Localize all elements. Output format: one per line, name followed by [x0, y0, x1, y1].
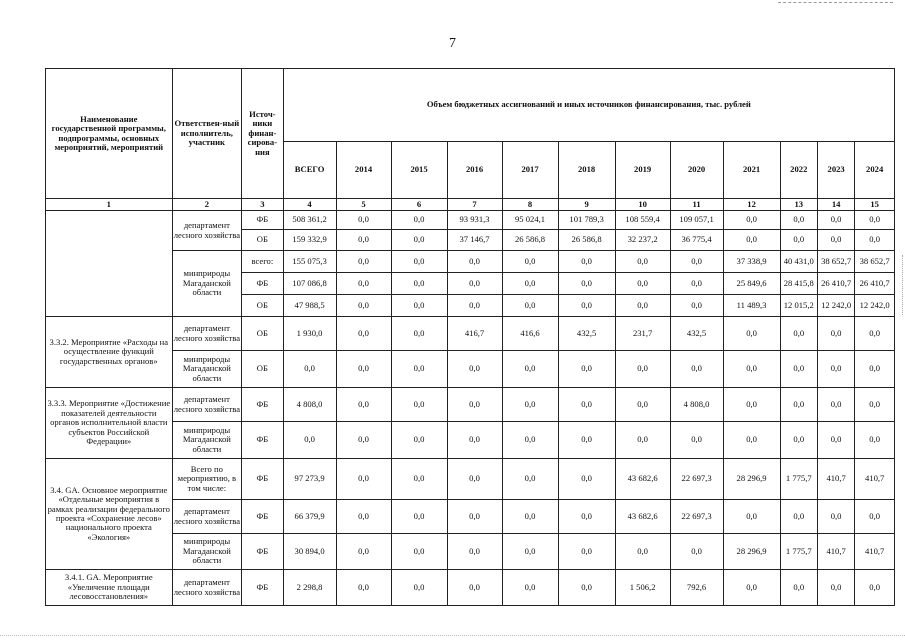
- year-value: 43 682,6: [615, 500, 670, 534]
- year-value: 0,0: [615, 295, 670, 317]
- header-year: 2019: [615, 142, 670, 199]
- year-value: 0,0: [780, 211, 817, 230]
- year-value: 792,6: [670, 570, 723, 606]
- total-value: 159 332,9: [283, 230, 336, 251]
- year-value: 0,0: [558, 388, 615, 422]
- executor: минприроды Магаданской области: [172, 351, 242, 388]
- year-value: 0,0: [391, 534, 447, 570]
- year-value: 0,0: [723, 388, 780, 422]
- year-value: 22 697,3: [670, 459, 723, 500]
- total-value: 155 075,3: [283, 251, 336, 273]
- executor: департамент лесного хозяйства: [172, 570, 242, 606]
- year-value: 0,0: [723, 211, 780, 230]
- year-value: 0,0: [447, 351, 502, 388]
- total-value: 97 273,9: [283, 459, 336, 500]
- year-value: 416,6: [502, 317, 558, 351]
- year-value: 25 849,6: [723, 273, 780, 295]
- year-value: 0,0: [447, 500, 502, 534]
- year-value: 0,0: [723, 570, 780, 606]
- table-row: [46, 422, 895, 459]
- year-value: 0,0: [391, 273, 447, 295]
- year-value: 0,0: [817, 422, 854, 459]
- funding-source: ФБ: [242, 500, 284, 534]
- year-value: 12 242,0: [855, 295, 895, 317]
- year-value: 1 775,7: [780, 534, 817, 570]
- year-value: 11 489,3: [723, 295, 780, 317]
- year-value: 0,0: [447, 295, 502, 317]
- year-value: 26 410,7: [855, 273, 895, 295]
- year-value: 0,0: [723, 351, 780, 388]
- year-value: 101 789,3: [558, 211, 615, 230]
- column-number: 1: [46, 199, 173, 211]
- year-value: 0,0: [558, 500, 615, 534]
- year-value: 410,7: [817, 459, 854, 500]
- funding-source: ОБ: [242, 230, 284, 251]
- year-value: 32 237,2: [615, 230, 670, 251]
- column-number: 6: [391, 199, 447, 211]
- year-value: 0,0: [780, 388, 817, 422]
- year-value: 22 697,3: [670, 500, 723, 534]
- column-number: 5: [336, 199, 391, 211]
- year-value: 0,0: [336, 422, 391, 459]
- page-number: 7: [449, 36, 456, 51]
- year-value: 0,0: [336, 230, 391, 251]
- table-row: [46, 251, 895, 273]
- column-number: 2: [172, 199, 242, 211]
- year-value: 0,0: [447, 570, 502, 606]
- column-number: 12: [723, 199, 780, 211]
- column-number: 11: [670, 199, 723, 211]
- year-value: 0,0: [723, 230, 780, 251]
- year-value: 0,0: [615, 534, 670, 570]
- year-value: 0,0: [723, 500, 780, 534]
- year-value: 26 586,8: [502, 230, 558, 251]
- header-total: ВСЕГО: [283, 142, 336, 199]
- total-value: 47 988,5: [283, 295, 336, 317]
- budget-table: [45, 68, 895, 606]
- header-year: 2015: [391, 142, 447, 199]
- year-value: 0,0: [855, 317, 895, 351]
- year-value: 0,0: [502, 570, 558, 606]
- year-value: 0,0: [615, 251, 670, 273]
- year-value: 0,0: [391, 570, 447, 606]
- total-value: 0,0: [283, 351, 336, 388]
- year-value: 0,0: [391, 230, 447, 251]
- year-value: 0,0: [558, 459, 615, 500]
- funding-source: ОБ: [242, 317, 284, 351]
- year-value: 0,0: [391, 317, 447, 351]
- year-value: 0,0: [723, 422, 780, 459]
- total-value: 508 361,2: [283, 211, 336, 230]
- executor: департамент лесного хозяйства: [172, 500, 242, 534]
- year-value: 0,0: [780, 230, 817, 251]
- year-value: 0,0: [615, 388, 670, 422]
- scan-artifact-right: [899, 255, 903, 315]
- year-value: 432,5: [558, 317, 615, 351]
- year-value: 0,0: [670, 534, 723, 570]
- year-value: 0,0: [558, 295, 615, 317]
- table-row: [46, 500, 895, 534]
- year-value: 0,0: [447, 388, 502, 422]
- year-value: 0,0: [391, 211, 447, 230]
- column-number: 13: [780, 199, 817, 211]
- total-value: 66 379,9: [283, 500, 336, 534]
- year-value: 4 808,0: [670, 388, 723, 422]
- header-year: 2023: [817, 142, 854, 199]
- year-value: 0,0: [558, 534, 615, 570]
- year-value: 28 415,8: [780, 273, 817, 295]
- year-value: 0,0: [780, 500, 817, 534]
- year-value: 0,0: [336, 570, 391, 606]
- header-year: 2018: [558, 142, 615, 199]
- scan-artifact-bottom: [0, 635, 905, 636]
- year-value: 0,0: [855, 500, 895, 534]
- year-value: 28 296,9: [723, 459, 780, 500]
- year-value: 410,7: [855, 534, 895, 570]
- year-value: 0,0: [336, 351, 391, 388]
- header-year: 2016: [447, 142, 502, 199]
- year-value: 26 586,8: [558, 230, 615, 251]
- scan-artifact-top: [778, 2, 893, 3]
- year-value: 0,0: [502, 422, 558, 459]
- header-volume: Объем бюджетных ассигнований и иных источников финансирования, тыс. рублей: [283, 69, 894, 142]
- year-value: 0,0: [780, 422, 817, 459]
- header-name: Наименование государственной программы, подпрограммы, основных мероприятий, мероприятий: [46, 69, 173, 199]
- year-value: 38 652,7: [817, 251, 854, 273]
- year-value: 0,0: [336, 459, 391, 500]
- year-value: 0,0: [391, 251, 447, 273]
- year-value: 95 024,1: [502, 211, 558, 230]
- year-value: 0,0: [502, 273, 558, 295]
- activity-name: 3.4.1. GA. Мероприятие «Увеличение площади лесовосстановления»: [46, 570, 173, 606]
- year-value: 26 410,7: [817, 273, 854, 295]
- year-value: 43 682,6: [615, 459, 670, 500]
- year-value: 0,0: [447, 251, 502, 273]
- table-body: [46, 211, 895, 606]
- total-value: 107 086,8: [283, 273, 336, 295]
- year-value: 0,0: [336, 273, 391, 295]
- year-value: 0,0: [502, 251, 558, 273]
- year-value: 0,0: [336, 534, 391, 570]
- column-number: 10: [615, 199, 670, 211]
- year-value: 0,0: [780, 570, 817, 606]
- column-number-row: [46, 199, 895, 211]
- year-value: 0,0: [780, 351, 817, 388]
- year-value: 0,0: [817, 570, 854, 606]
- year-value: 108 559,4: [615, 211, 670, 230]
- header-year: 2022: [780, 142, 817, 199]
- year-value: 0,0: [670, 251, 723, 273]
- column-number: 7: [447, 199, 502, 211]
- funding-source: ФБ: [242, 388, 284, 422]
- funding-source: ФБ: [242, 534, 284, 570]
- funding-source: ФБ: [242, 211, 284, 230]
- funding-source: ФБ: [242, 422, 284, 459]
- executor: департамент лесного хозяйства: [172, 388, 242, 422]
- funding-source: ФБ: [242, 570, 284, 606]
- executor: Всего по мероприятию, в том числе:: [172, 459, 242, 500]
- year-value: 0,0: [391, 295, 447, 317]
- year-value: 0,0: [855, 422, 895, 459]
- year-value: 410,7: [817, 534, 854, 570]
- year-value: 0,0: [558, 351, 615, 388]
- year-value: 0,0: [817, 230, 854, 251]
- year-value: 432,5: [670, 317, 723, 351]
- year-value: 0,0: [336, 251, 391, 273]
- header-source: Источ-ники финан-сирова-ния: [242, 69, 284, 199]
- year-value: 0,0: [502, 295, 558, 317]
- year-value: 0,0: [558, 570, 615, 606]
- year-value: 0,0: [336, 211, 391, 230]
- column-number: 8: [502, 199, 558, 211]
- column-number: 9: [558, 199, 615, 211]
- year-value: 0,0: [615, 422, 670, 459]
- year-value: 0,0: [780, 317, 817, 351]
- year-value: 37 338,9: [723, 251, 780, 273]
- total-value: 1 930,0: [283, 317, 336, 351]
- table-row: [46, 534, 895, 570]
- year-value: 0,0: [447, 534, 502, 570]
- activity-name: 3.3.2. Мероприятие «Расходы на осуществление функций государственных органов»: [46, 317, 173, 388]
- year-value: 28 296,9: [723, 534, 780, 570]
- activity-name: [46, 211, 173, 317]
- header-responsible: Ответствен-ный исполнитель, участник: [172, 69, 242, 199]
- year-value: 93 931,3: [447, 211, 502, 230]
- year-value: 1 775,7: [780, 459, 817, 500]
- year-value: 0,0: [855, 570, 895, 606]
- funding-source: ОБ: [242, 295, 284, 317]
- year-value: 0,0: [391, 459, 447, 500]
- column-number: 14: [817, 199, 854, 211]
- year-value: 0,0: [336, 317, 391, 351]
- funding-source: ФБ: [242, 273, 284, 295]
- year-value: 0,0: [723, 317, 780, 351]
- year-value: 0,0: [558, 273, 615, 295]
- year-value: 0,0: [447, 459, 502, 500]
- year-value: 231,7: [615, 317, 670, 351]
- year-value: 0,0: [817, 211, 854, 230]
- year-value: 0,0: [855, 211, 895, 230]
- year-value: 0,0: [336, 388, 391, 422]
- year-value: 40 431,0: [780, 251, 817, 273]
- year-value: 0,0: [670, 295, 723, 317]
- year-value: 0,0: [855, 230, 895, 251]
- funding-source: ФБ: [242, 459, 284, 500]
- executor: департамент лесного хозяйства: [172, 317, 242, 351]
- year-value: 0,0: [817, 388, 854, 422]
- table-row: [46, 570, 895, 606]
- activity-name: 3.3.3. Мероприятие «Достижение показателей деятельности органов исполнительной власти субъектов Российской Федерации»: [46, 388, 173, 459]
- executor: минприроды Магаданской области: [172, 422, 242, 459]
- table-row: [46, 388, 895, 422]
- table-row: [46, 211, 895, 230]
- header-year: 2020: [670, 142, 723, 199]
- total-value: 30 894,0: [283, 534, 336, 570]
- total-value: 4 808,0: [283, 388, 336, 422]
- year-value: 416,7: [447, 317, 502, 351]
- year-value: 0,0: [615, 351, 670, 388]
- header-year: 2024: [855, 142, 895, 199]
- year-value: 37 146,7: [447, 230, 502, 251]
- header-year: 2017: [502, 142, 558, 199]
- executor: минприроды Магаданской области: [172, 251, 242, 317]
- year-value: 0,0: [817, 351, 854, 388]
- total-value: 2 298,8: [283, 570, 336, 606]
- year-value: 109 057,1: [670, 211, 723, 230]
- year-value: 0,0: [336, 295, 391, 317]
- column-number: 4: [283, 199, 336, 211]
- year-value: 0,0: [502, 500, 558, 534]
- funding-source: ОБ: [242, 351, 284, 388]
- year-value: 38 652,7: [855, 251, 895, 273]
- year-value: 0,0: [502, 459, 558, 500]
- year-value: 0,0: [855, 388, 895, 422]
- year-value: 0,0: [670, 273, 723, 295]
- year-value: 0,0: [855, 351, 895, 388]
- year-value: 0,0: [615, 273, 670, 295]
- column-number: 15: [855, 199, 895, 211]
- year-value: 0,0: [670, 422, 723, 459]
- year-value: 12 015,2: [780, 295, 817, 317]
- executor: минприроды Магаданской области: [172, 534, 242, 570]
- year-value: 36 775,4: [670, 230, 723, 251]
- year-value: 0,0: [447, 422, 502, 459]
- year-value: 0,0: [558, 422, 615, 459]
- executor: департамент лесного хозяйства: [172, 211, 242, 251]
- year-value: 0,0: [391, 351, 447, 388]
- funding-source: всего:: [242, 251, 284, 273]
- table-row: [46, 317, 895, 351]
- year-value: 0,0: [670, 351, 723, 388]
- year-value: 12 242,0: [817, 295, 854, 317]
- year-value: 0,0: [391, 422, 447, 459]
- header-year: 2014: [336, 142, 391, 199]
- year-value: 0,0: [817, 317, 854, 351]
- year-value: 410,7: [855, 459, 895, 500]
- activity-name: 3.4. GA. Основное мероприятие «Отдельные мероприятия в рамках реализации федерального проекта «Сохранение лесов» национального проекта «Экология»: [46, 459, 173, 570]
- year-value: 0,0: [558, 251, 615, 273]
- year-value: 0,0: [502, 388, 558, 422]
- year-value: 1 506,2: [615, 570, 670, 606]
- year-value: 0,0: [447, 273, 502, 295]
- year-value: 0,0: [502, 351, 558, 388]
- header-year: 2021: [723, 142, 780, 199]
- year-value: 0,0: [502, 534, 558, 570]
- column-number: 3: [242, 199, 284, 211]
- year-value: 0,0: [336, 500, 391, 534]
- year-value: 0,0: [817, 500, 854, 534]
- table-row: [46, 459, 895, 500]
- total-value: 0,0: [283, 422, 336, 459]
- year-value: 0,0: [391, 388, 447, 422]
- table-row: [46, 351, 895, 388]
- year-value: 0,0: [391, 500, 447, 534]
